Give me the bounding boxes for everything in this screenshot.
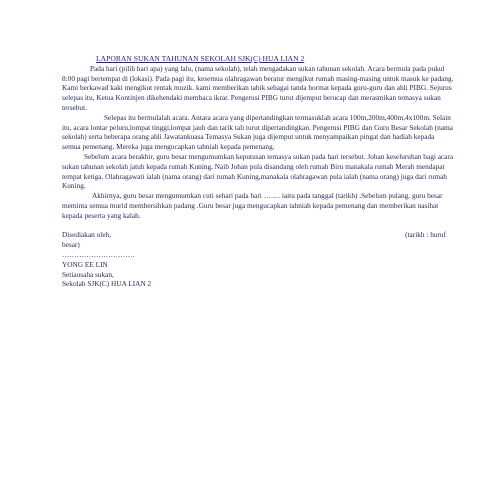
paragraph-closing: Akhirnya, guru besar mengumumkan cuti sehari pada hari ……. iaitu pada tanggal (tarikh) .Sebelum pulang, guru besar meminta semua murid membersihkan padang .Guru besar juga mengucapkan tahniah kepada pemenang dan memberikan nasihat kepada peserta yang kalah. xyxy=(62,191,443,220)
signature-line: ………………………… xyxy=(62,249,135,259)
document-title: LAPORAN SUKAN TAHUNAN SEKOLAH SJK(C) HUA LIAN 2 xyxy=(96,54,305,63)
spacer xyxy=(62,221,454,231)
document-page xyxy=(62,54,454,289)
paragraph-results: Sebelum acara berakhir, guru besar mengumumkan keputusan temasya sukan pada hari tersebut. Johan keseluruhan bagi acara sukan tahunan sekolah jatuh kepada rumah Kuning, Naib Johan pula disandang oleh rumah Biru manakala rumah Merah mendapat tempat ketiga. Olahragawati ialah (nama orang) dari rumah Kuning,manakala olahragawan pula ialah (nama orang) juga dari rumah Kuning. xyxy=(62,151,454,191)
signer-school: Sekolah SJK(C) HUA LIAN 2 xyxy=(62,279,152,289)
date-label-continued: besar) xyxy=(62,240,80,250)
signer-name: YONG EE LIN xyxy=(62,259,108,269)
paragraph-events: Selepas itu bermulalah acara. Antara acara yang dipertandingkan termasuklah acara 100m,200m,400m,4x100m. Selain itu, acara lontar peluru,lompat tinggi,lompat jauh dan tarik tali turut dipertandingkan. Pengerusi PIBG dan Guru Besar Sekolah (nama sekolah) serta beberapa orang ahli Jawatankuasa Temasya Sukan juga dijemput untuk menyampaikan pingat dan hadiah kepada semua pemenang. Mereka juga mengucapkan tahniah kepada pemenang. xyxy=(62,112,453,152)
date-label: (tarikh : huruf xyxy=(405,230,446,240)
signature-header-row xyxy=(62,230,454,240)
prepared-by-label: Disediakan oleh, xyxy=(62,230,112,240)
paragraph-opening: Pada hari (pilih hari apa) yang lalu, (nama sekolah), telah mengadakan sukan tahunan sekolah. Acara bermula pada pukul 8:00 pagi bertempat di (lokasi). Pada pagi itu, kesemua olahragawan beratur mengikut rumah masing-masing untuk masuk ke padang. Kami berkawad kaki mengikut rentak muzik. kami memberikan tabik sebagai tanda hormat kepada guru-guru dan ahli PIBG. Sejurus selepas itu, Ketua Kontinjen dikehendaki membaca ikrar. Pengerusi PIBG turut dijemput berucap dan merasmikan temasya sukan tersebut. xyxy=(62,63,454,112)
signer-role: Setiausaha sukan, xyxy=(62,269,114,279)
